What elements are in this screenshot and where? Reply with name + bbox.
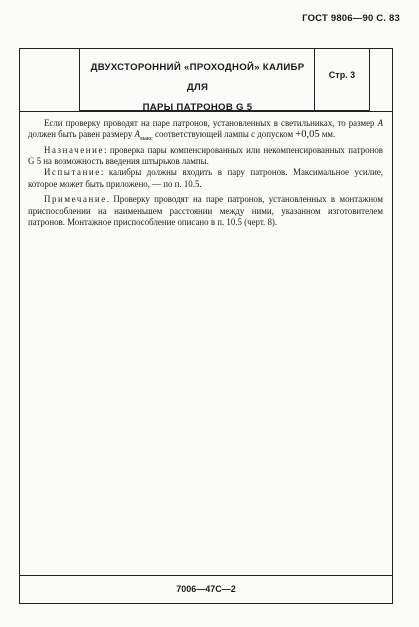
body-box (20, 111, 392, 576)
title-line-1: ДВУХСТОРОННИЙ «ПРОХОДНОЙ» КАЛИБР ДЛЯ (90, 62, 305, 93)
paragraph-requirement: Если проверку проводят на паре патронов, установленных в светильниках, то размер A должен быть равен размеру $A_{макс}$ соответствующей лампы с допуском +0,05 мм. (28, 118, 383, 143)
paragraph-test: Испытание: калибры должны входить в пару патронов. Максимальное усилие, которое может быть приложено, — по п. 10.5. (28, 167, 383, 189)
standard-header: ГОСТ 9806—90 С. 83 (302, 13, 400, 24)
title-box (79, 49, 370, 111)
page-label: Стр. 3 (328, 70, 356, 80)
paragraph-note: Примечание. Проверку проводят на паре патронов, установленных в монтажном приспособлении на наименьшем расстоянии между ними, указанном изготовителем патронов. Монтажное приспособление описано в п. 10.5 (черт. 8). (28, 194, 383, 228)
title-line-2: ПАРЫ ПАТРОНОВ G 5 (142, 102, 253, 113)
page-frame (19, 48, 393, 604)
footer-code: 7006—47С—2 (176, 584, 236, 594)
document-title (80, 58, 315, 118)
paragraph-purpose: Назначение: проверка пары компенсированных или некомпенсированных патронов G 5 на возможность введения штырьков лампы. (28, 144, 383, 166)
body-text (28, 118, 383, 228)
